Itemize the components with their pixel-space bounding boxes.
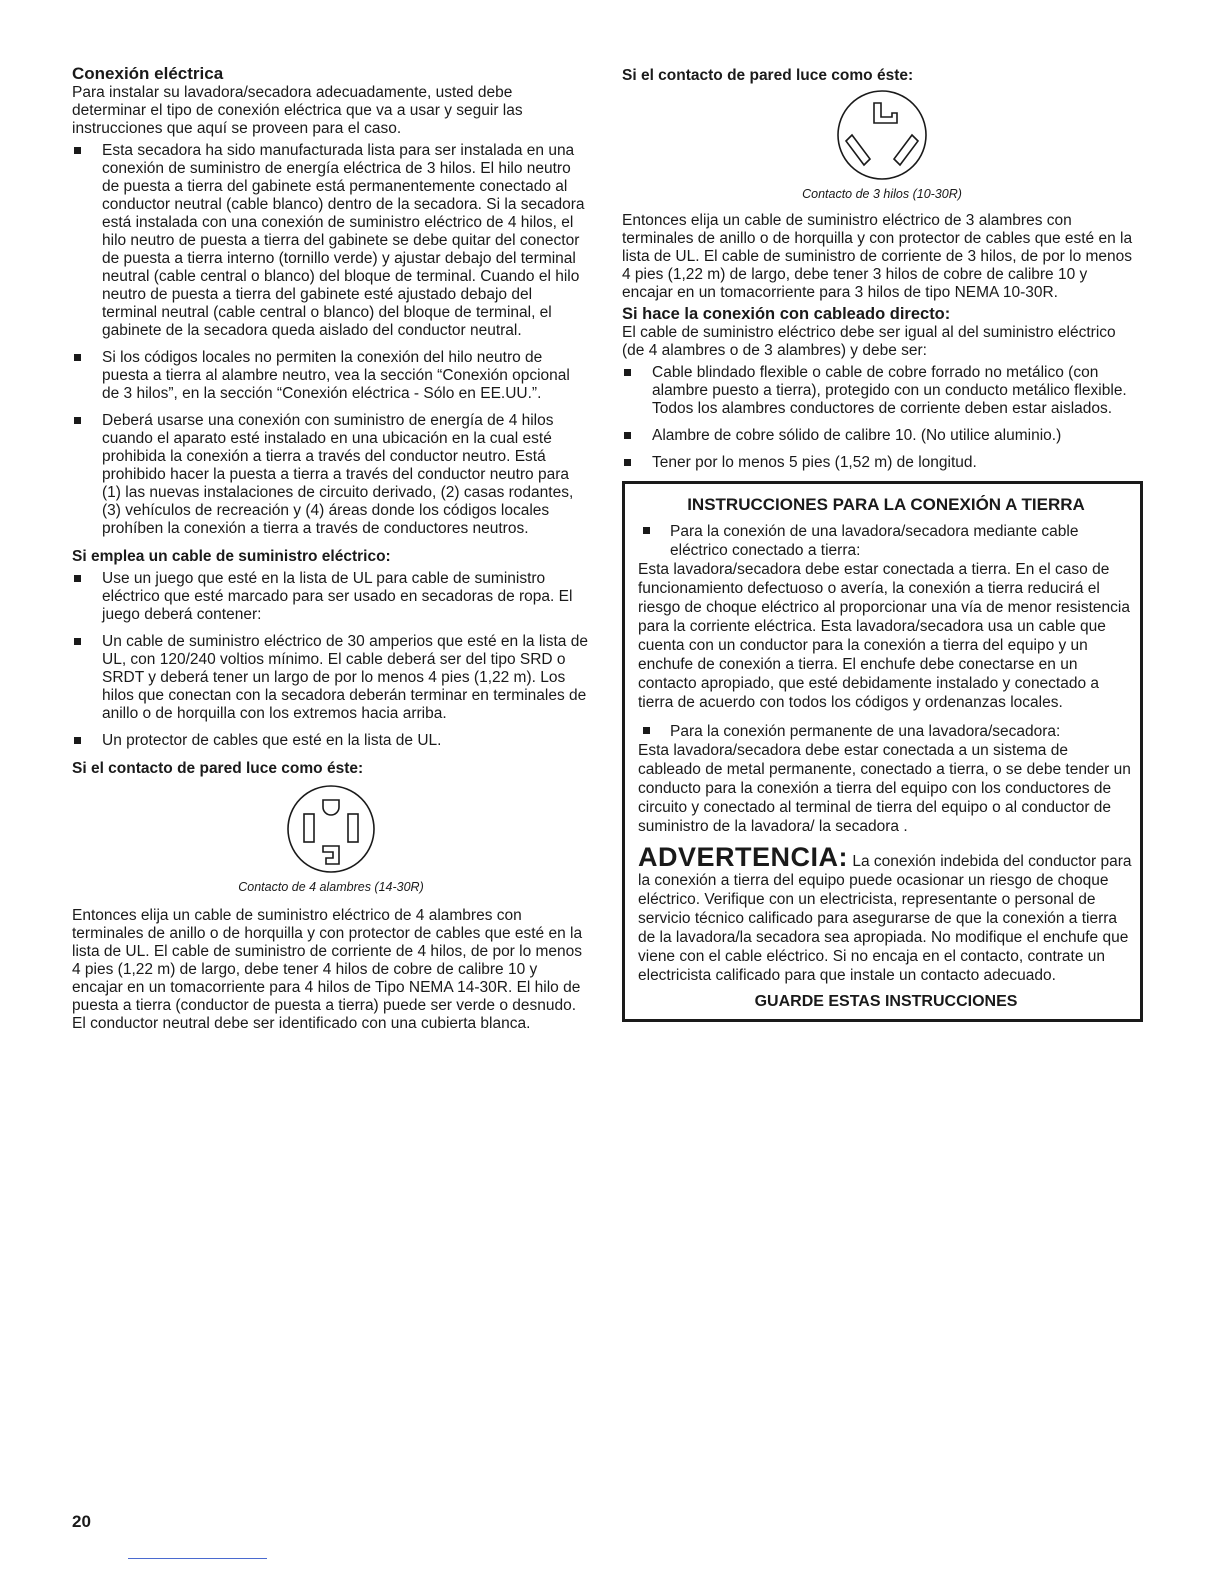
- warning-label: ADVERTENCIA:: [638, 842, 849, 872]
- list-item: Alambre de cobre sólido de calibre 10. (No utilice aluminio.): [622, 427, 1142, 445]
- grounding-instructions-box: [622, 481, 1143, 1022]
- outlet-4-wire-caption: Contacto de 4 alambres (14-30R): [238, 880, 424, 894]
- list-item: Un protector de cables que esté en la lista de UL.: [72, 732, 590, 750]
- outlet-3-wire-icon: [830, 89, 934, 181]
- direct-wire-list: [622, 364, 1142, 472]
- direct-wire-heading: Si hace la conexión con cableado directo:: [622, 305, 951, 323]
- outlet-heading-4-wire: Si el contacto de pared luce como éste:: [72, 760, 364, 777]
- list-item: Use un juego que esté en la lista de UL para cable de suministro eléctrico que esté marcado para ser usado en secadoras de ropa. El juego deberá contener:: [72, 570, 590, 624]
- section-title: Conexión eléctrica: [72, 64, 224, 83]
- outlet-3-wire-text: Entonces elija un cable de suministro eléctrico de 3 alambres con terminales de anillo o de horquilla y con protector de cables que esté en la lista de UL. El cable de suministro de corriente de 3 hilos, de por lo menos 4 pies (1,22 m) de largo, debe tener 3 hilos de cobre de calibre 10 y encajar en un tomacorriente para 3 hilos de tipo NEMA 10-30R.: [622, 212, 1133, 301]
- outlet-heading-3-wire: Si el contacto de pared luce como éste:: [622, 67, 914, 84]
- outlet-3-wire-caption: Contacto de 3 hilos (10-30R): [802, 187, 962, 201]
- grounded-cord-body: Esta lavadora/secadora debe estar conectada a tierra. En el caso de funcionamiento defectuoso o avería, la conexión a tierra reducirá el riesgo de choque eléctrico al proporcionar una vía de menor resistencia para la corriente eléctrica. Esta lavadora/secadora usa un cable que cuenta con un conductor para la conexión a tierra del equipo y un enchufe de conexión a tierra. El enchufe debe conectarse en un contacto apropiado, que esté debidamente instalado y conectado a tierra de acuerdo con todos los códigos y ordenanzas locales.: [638, 561, 1130, 711]
- warning-paragraph: [638, 842, 1134, 985]
- intro-paragraph: Para instalar su lavadora/secadora adecuadamente, usted debe determinar el tipo de conexión eléctrica que va a usar y seguir las instrucciones que aquí se proveen para el caso.: [72, 84, 523, 137]
- left-column: [72, 64, 590, 1033]
- outlet-4-wire-text: Entonces elija un cable de suministro eléctrico de 4 alambres con terminales de anillo o de horquilla y con protector de cables que esté en la lista de UL. El cable de suministro de corriente de 4 hilos, de por lo menos 4 pies (1,22 m) de largo, debe tener 4 hilos de cobre de calibre 10 y encajar en un tomacorriente para 4 hilos de Tipo NEMA 14-30R. El hilo de puesta a tierra (conductor de puesta a tierra) puede ser verde o desnudo. El conductor neutral debe ser identificado con una cubierta blanca.: [72, 907, 583, 1032]
- page-number: 20: [72, 1512, 91, 1531]
- list-item: Cable blindado flexible o cable de cobre forrado no metálico (con alambre puesto a tierra), protegido con un conducto metálico flexible. Todos los alambres conductores de corriente deben estar aislados.: [622, 364, 1142, 418]
- outlet-4-wire-icon: [276, 784, 386, 874]
- list-item: Si los códigos locales no permiten la conexión del hilo neutro de puesta a tierra al alambre neutro, vea la sección “Conexión opcional de 3 hilos”, en la sección “Conexión eléctrica - Sólo en EE.UU.”.: [72, 349, 590, 403]
- cord-list: [72, 570, 590, 750]
- permanent-connection-body: Esta lavadora/secadora debe estar conectada a un sistema de cableado de metal permanente, conectado a tierra, o se debe tender un conducto para la conexión a tierra del equipo con los conductores de circuito y conectado al terminal de tierra del equipo o al conductor de suministro de la lavadora/ la secadora .: [638, 742, 1131, 835]
- requirements-list: [72, 142, 590, 538]
- permanent-connection-item: Para la conexión permanente de una lavadora/secadora:: [638, 722, 1134, 741]
- outlet-4-wire-figure: [72, 784, 590, 879]
- box-title: INSTRUCCIONES PARA LA CONEXIÓN A TIERRA: [687, 495, 1085, 514]
- outlet-3-wire-figure: [622, 89, 1142, 186]
- list-item: Deberá usarse una conexión con suministro de energía de 4 hilos cuando el aparato esté instalado en una ubicación en la cual esté prohibida la conexión a tierra a través del conductor neutro. Está prohibido hacer la puesta a tierra a través del conductor neutro para (1) las nuevas instalaciones de circuito derivado, (2) casas rodantes, (3) vehículos de recreación y (4) áreas donde los códigos locales prohíben la conexión a tierra a través de conductores neutros.: [72, 412, 590, 538]
- right-column: [622, 64, 1142, 1022]
- grounded-cord-item: Para la conexión de una lavadora/secadora mediante cable eléctrico conectado a tierra:: [638, 522, 1134, 560]
- list-item: Tener por lo menos 5 pies (1,52 m) de longitud.: [622, 454, 1142, 472]
- list-item: Esta secadora ha sido manufacturada lista para ser instalada en una conexión de suministro de energía eléctrica de 3 hilos. El hilo neutro de puesta a tierra del gabinete está permanentemente conectado al conductor neutral (cable blanco) dentro de la secadora. Si la secadora está instalada con una conexión de suministro eléctrico de 4 hilos, el hilo neutro de puesta a tierra del gabinete se debe quitar del conector de puesta a tierra interno (tornillo verde) y ajustar debajo del terminal neutral (cable central o blanco) del bloque de terminal. Cuando el hilo neutro de puesta a tierra del gabinete esté ajustado debajo del terminal neutral (cable central o blanco) del bloque de terminal, el gabinete de la secadora queda aislado del conductor neutral.: [72, 142, 590, 340]
- footer-divider: [128, 1558, 267, 1559]
- direct-wire-text: El cable de suministro eléctrico debe ser igual al del suministro eléctrico (de 4 alambres o de 3 alambres) y debe ser:: [622, 324, 1116, 359]
- warning-text: La conexión indebida del conductor para la conexión a tierra del equipo puede ocasionar un riesgo de choque eléctrico. Verifique con un electricista, representante o personal de servicio técnico calificado para asegurarse de que la conexión a tierra de la lavadora/la secadora sea apropiada. No modifique el enchufe que viene con el cable eléctrico. Si no encaja en el contacto, contrate un electricista calificado para que instale un contacto adecuado.: [638, 853, 1132, 984]
- cord-heading: Si emplea un cable de suministro eléctrico:: [72, 548, 391, 565]
- list-item: Un cable de suministro eléctrico de 30 amperios que esté en la lista de UL, con 120/240 voltios mínimo. El cable deberá ser del tipo SRD o SRDT y deberá tener un largo de por lo menos 4 pies (1,22 m). Los hilos que conectan con la secadora deberán terminar en terminales de anillo o de horquilla con los extremos hacia arriba.: [72, 633, 590, 723]
- save-instructions: GUARDE ESTAS INSTRUCCIONES: [754, 993, 1018, 1010]
